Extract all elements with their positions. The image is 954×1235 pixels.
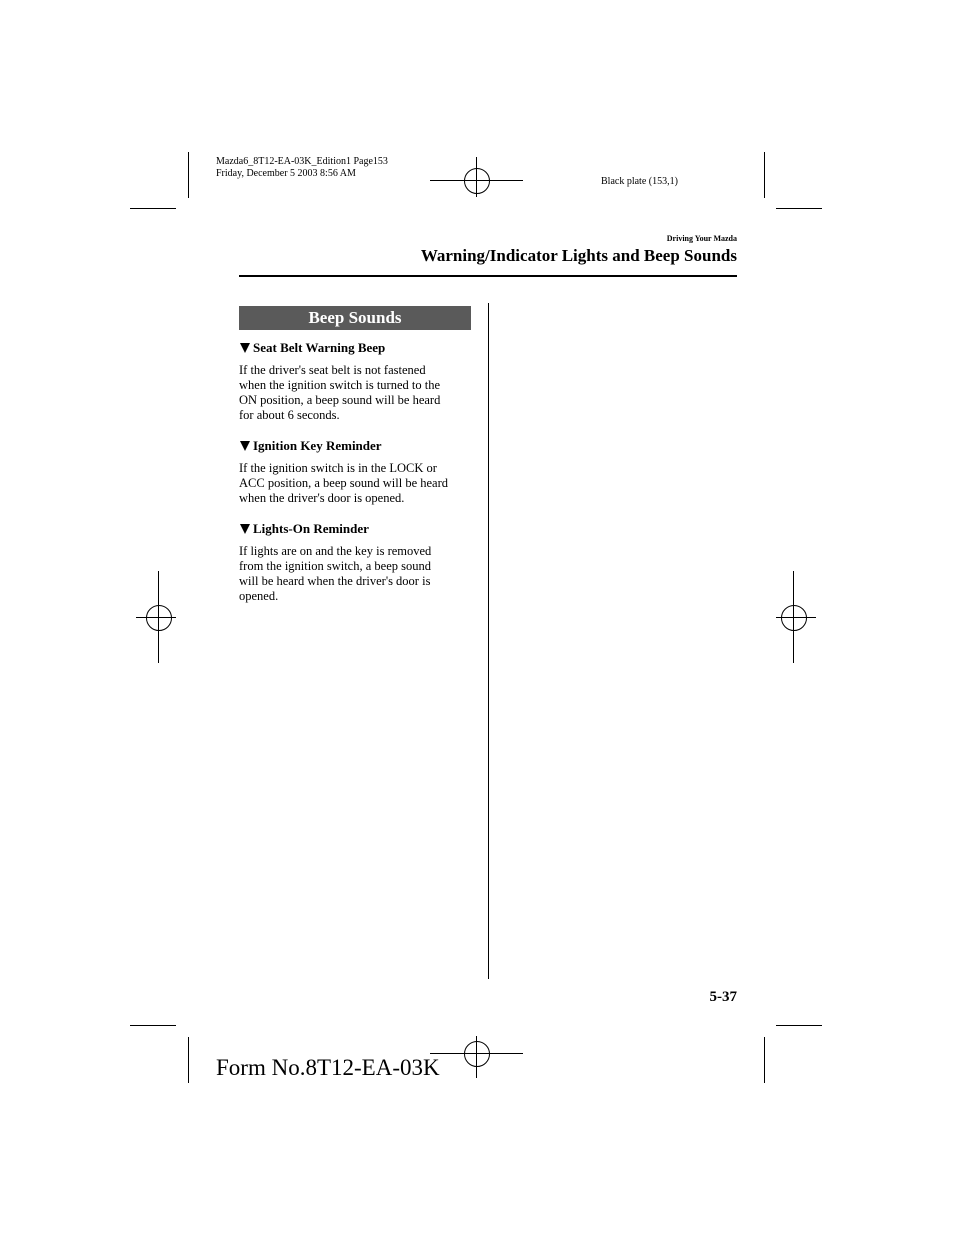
triangle-bullet-icon (240, 441, 250, 451)
paragraph: If the driver's seat belt is not fastened when the ignition switch is turned to the ON position, a beep sound will be heard for about 6 seconds. (239, 363, 441, 422)
section-banner: Beep Sounds (239, 306, 471, 330)
beep-item-seat-belt (239, 339, 471, 423)
content-column (239, 339, 471, 618)
column-divider (488, 303, 489, 979)
paragraph: If lights are on and the key is removed from the ignition switch, a beep sound will be heard when the driver's door is opened. (239, 544, 432, 603)
print-info-line2: Friday, December 5 2003 8:56 AM (216, 168, 356, 179)
chapter-label: Driving Your Mazda (666, 234, 737, 243)
form-number: Form No.8T12-EA-03K (216, 1055, 440, 1080)
header-rule (239, 275, 737, 277)
subheading: Lights-On Reminder (239, 520, 471, 538)
plate-info: Black plate (153,1) (601, 176, 678, 187)
print-info-line1: Mazda6_8T12-EA-03K_Edition1 Page153 (216, 156, 388, 167)
page-title: Warning/Indicator Lights and Beep Sounds (420, 246, 737, 265)
triangle-bullet-icon (240, 524, 250, 534)
page-number: 5-37 (709, 989, 737, 1005)
subheading: Ignition Key Reminder (239, 437, 471, 455)
subheading: Seat Belt Warning Beep (239, 339, 471, 357)
beep-item-ignition-key (239, 437, 471, 506)
beep-item-lights-on (239, 520, 471, 604)
paragraph: If the ignition switch is in the LOCK or ACC position, a beep sound will be heard when the driver's door is opened. (239, 461, 448, 505)
triangle-bullet-icon (240, 343, 250, 353)
